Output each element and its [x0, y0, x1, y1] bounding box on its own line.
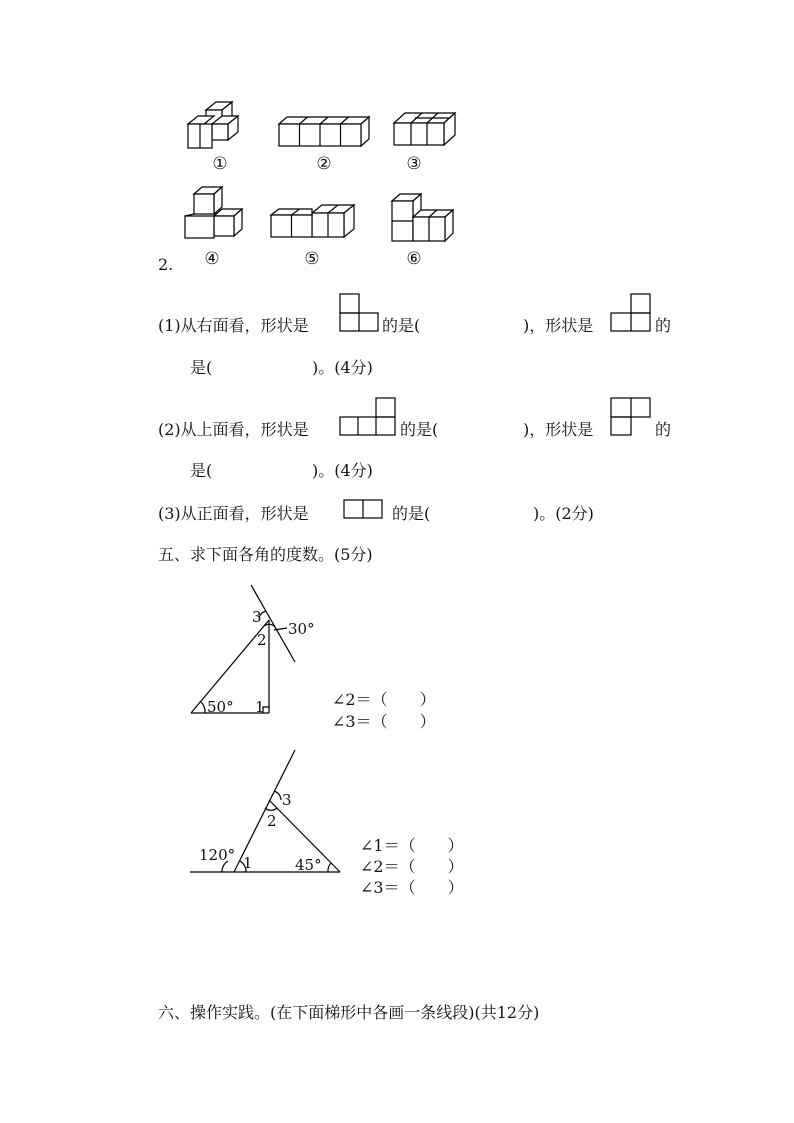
- part3-text-a: (3)从正面看，形状是: [158, 504, 309, 523]
- figure-label-1: ①: [212, 154, 228, 174]
- part1-text-a: (1)从右面看，形状是: [158, 316, 309, 335]
- cube-figure-6: [391, 193, 455, 243]
- part2-shape-b: [610, 397, 652, 437]
- fig2-answer-2: ∠2＝（ ）: [360, 857, 464, 876]
- fig1-answer-2: ∠2＝（ ）: [332, 690, 436, 709]
- fig2-answer-3: ∠3＝（ ）: [360, 878, 464, 897]
- part1-line2-b: )。(4分): [312, 358, 373, 377]
- part1-shape-a: [339, 293, 379, 333]
- angle-figure-1: [185, 580, 315, 720]
- part3-text-c: )。(2分): [533, 504, 594, 523]
- part1-text-b: 的是(: [382, 316, 421, 335]
- part3-text-b: 的是(: [392, 504, 431, 523]
- fig1-answer-3: ∠3＝（ ）: [332, 712, 436, 731]
- fig2-label-45: 45°: [295, 856, 322, 874]
- part2-text-a: (2)从上面看，形状是: [158, 420, 309, 439]
- fig2-label-2: 2: [267, 812, 277, 830]
- part1-line2-a: 是(: [190, 358, 213, 377]
- cube-figure-2: [278, 116, 372, 148]
- part2-line2-b: )。(4分): [312, 461, 373, 480]
- fig1-label-3: 3: [252, 608, 262, 626]
- part2-text-c: )，形状是: [523, 420, 594, 439]
- figure-label-4: ④: [204, 249, 220, 269]
- part2-shape-a: [339, 397, 397, 437]
- fig2-label-1: 1: [243, 854, 253, 872]
- part2-text-b: 的是(: [400, 420, 439, 439]
- fig1-label-1: 1: [255, 698, 265, 716]
- figure-label-5: ⑤: [304, 249, 320, 269]
- fig1-label-2: 2: [257, 631, 267, 649]
- figure-label-2: ②: [316, 154, 332, 174]
- fig1-label-30: 30°: [288, 620, 315, 638]
- fig2-answer-1: ∠1＝（ ）: [360, 836, 464, 855]
- section5-title: 五、求下面各角的度数。(5分): [158, 545, 373, 564]
- part1-shape-b: [610, 293, 652, 333]
- fig2-label-3: 3: [282, 791, 292, 809]
- figure-label-6: ⑥: [406, 249, 422, 269]
- part2-line2-a: 是(: [190, 461, 213, 480]
- part2-text-d: 的: [655, 420, 672, 439]
- question-2-number: 2.: [158, 255, 174, 274]
- part1-text-c: )，形状是: [523, 316, 594, 335]
- fig2-label-120: 120°: [199, 846, 236, 864]
- cube-figure-4: [184, 186, 248, 242]
- fig1-label-50: 50°: [207, 698, 234, 716]
- cube-figure-3: [393, 111, 457, 149]
- cube-figure-1: [186, 102, 248, 150]
- cube-figure-5: [270, 203, 356, 239]
- part1-text-d: 的: [655, 316, 672, 335]
- figure-label-3: ③: [406, 154, 422, 174]
- part3-shape: [343, 499, 385, 521]
- section6-title: 六、操作实践。(在下面梯形中各画一条线段)(共12分): [158, 1003, 540, 1022]
